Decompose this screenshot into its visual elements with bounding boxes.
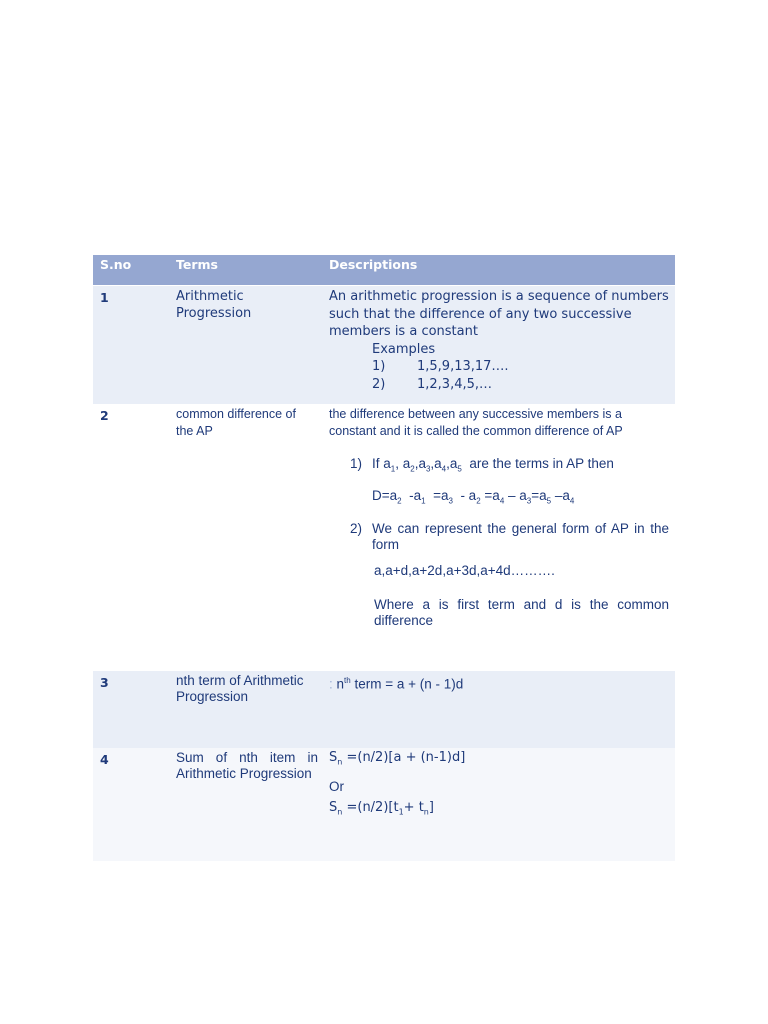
or-text: Or (329, 779, 344, 794)
where-text: Where a is first term and d is the common difference (374, 597, 669, 628)
row-term: nth term of Arithmetic Progression (176, 673, 304, 704)
point-number: 2) (350, 521, 363, 536)
example-value: 1,2,3,4,5,… (417, 376, 493, 392)
example-number: 2) (372, 376, 386, 392)
ap-table (93, 255, 675, 861)
point-text: We can represent the general form of AP in the form (372, 521, 669, 552)
table-row (93, 404, 675, 671)
header-descriptions: Descriptions (329, 257, 418, 272)
row-description (329, 406, 669, 439)
row-number: 1 (100, 290, 109, 305)
table-header (93, 255, 675, 286)
table-row (93, 748, 675, 861)
point-number: 1) (350, 456, 363, 471)
header-terms: Terms (176, 257, 218, 272)
example-item (329, 376, 669, 394)
description-text: the difference between any successive members is a constant and it is called the common difference of AP (329, 407, 623, 438)
row-term: common difference of the AP (176, 407, 296, 438)
row-description (329, 288, 669, 393)
formula-d: $D=a_2$ $-a_1 =a_3 - a_2 =a_4 - a_3=a_5$ $-a_4$ (372, 488, 575, 506)
row-number: 4 (100, 752, 109, 767)
sum-formula-1: $S_n =(n/2)[a + (n-1)d]$ (329, 750, 466, 767)
table-row (93, 286, 675, 404)
row-number: 3 (100, 675, 109, 690)
example-value: 1,5,9,13,17…. (417, 359, 509, 374)
sum-formula-2: $S_n =(n/2)[t_1+ t_n]$ (329, 800, 434, 817)
table-row (93, 671, 675, 748)
general-form: a,a+d,a+2d,a+3d,a+4d………. (374, 563, 555, 578)
header-sno: S.no (100, 257, 132, 272)
example-item (329, 358, 669, 376)
row-description: : $n^{th}$ term = a + (n - 1)d (329, 676, 464, 692)
examples-label: Examples (372, 341, 436, 357)
point-text: If $a_1$, $a_2,a_3,a_4,a_5$ are the terms in AP then (372, 456, 614, 474)
row-term: Sum of nth item in Arithmetic Progression (176, 750, 318, 781)
example-number: 1) (372, 359, 386, 374)
row-number: 2 (100, 408, 109, 423)
description-text: An arithmetic progression is a sequence of numbers such that the difference of any two successive members is a constant (329, 289, 669, 339)
row-term: Arithmetic Progression (176, 289, 252, 321)
